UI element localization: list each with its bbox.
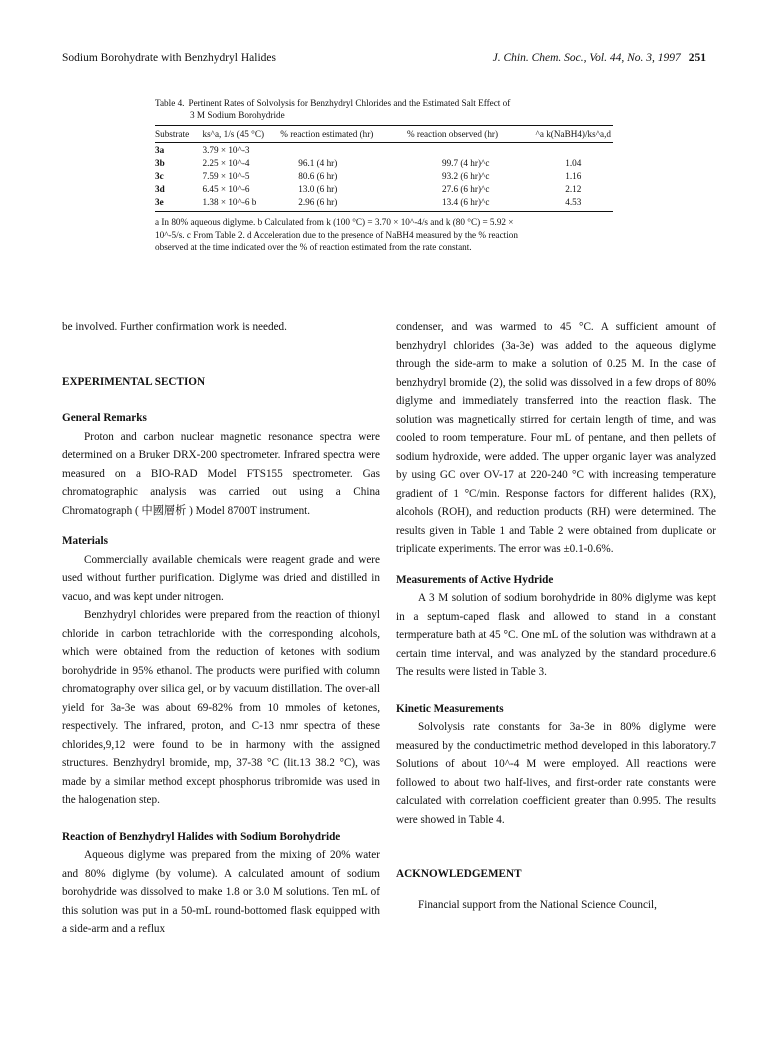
paragraph: Aqueous diglyme was prepared from the mixing of 20% water and 80% diglyme (by volume). A calculated amount of sodium borohydride was dissolved to make 1.8 or 3.0 M solutions. Ten mL of this solution was put in a 50-mL round-bottomed flask equipped with a side-arm and a reflux	[62, 849, 380, 935]
paragraph: be involved. Further confirmation work is needed.	[62, 321, 287, 333]
subsection-heading-materials: Materials	[62, 535, 108, 547]
col-ks: ks^a, 1/s (45 °C)	[202, 126, 280, 143]
table-header-row	[155, 126, 613, 143]
running-title: Sodium Borohydrate with Benzhydryl Halides	[62, 52, 276, 64]
paragraph: Proton and carbon nuclear magnetic resonance spectra were determined on a Bruker DRX-200 spectrometer. Infrared spectra were measured on a BIO-RAD Model FTS155 spectrometer. Gas chromatographic analysis was carried out using a China Chromatograph ( 中國層析 ) Model 8700T instrument.	[62, 430, 380, 517]
col-observed: % reaction observed (hr)	[407, 126, 536, 143]
subsection-heading-hydride: Measurements of Active Hydride	[396, 573, 554, 586]
table-row: 3c 7.59 × 10^-5 80.6 (6 hr) 93.2 (6 hr)^c 1.16	[155, 171, 582, 181]
table-row: 3e 1.38 × 10^-6 b 2.96 (6 hr) 13.4 (6 hr)^c 4.53	[155, 195, 613, 212]
col-estimated: % reaction estimated (hr)	[280, 126, 407, 143]
table-footnotes: a In 80% aqueous diglyme. b Calculated from k (100 °C) = 3.70 × 10^-4/s and k (80 °C) = 5.92 × 10^-5/s. c From Table 2. d Acceleration due to the presence of NaBH4 measured by the % reaction observed at the time indicated over the % of reaction estimated from the rate constant.	[155, 217, 518, 252]
paragraph: A 3 M solution of sodium borohydride in 80% diglyme was kept in a septum-caped flask and allowed to stand in a constant termperature bath at 45 °C. One mL of the solution was withdrawn at a certain time interval, and was analyzed by the standard procedure.6 The results were listed in Table 3.	[396, 592, 716, 678]
subsection-heading-kinetic: Kinetic Measurements	[396, 702, 504, 715]
table-row: 3a 3.79 × 10^-3	[155, 145, 250, 155]
paragraph: Benzhydryl chlorides were prepared from the reaction of thionyl chloride in carbon tetrachloride with the corresponding alcohols, which were obtained from the reduction of ketones with sodium borohydride in 95% ethanol. The products were purified with column chromatography over silica gel, or by vacuum distillation. The over-all yield for 3a-3e was about 69-82% from 10 mmoles of ketones, respectively. The infrared, proton, and C-13 nmr spectra of these chlorides,9,12 were found to be in harmony with the assigned structures. Benzhydryl bromide, mp, 37-38 °C (lit.13 38.2 °C), was made by a similar method except phosphorus tribromide was used in the halogenation step.	[62, 609, 380, 806]
col-ratio: ^a k(NaBH4)/ks^a,d	[536, 126, 613, 143]
paragraph: condenser, and was warmed to 45 °C. A sufficient amount of benzhydryl chlorides (3a-3e) was added to the aqueous diglyme through the side-arm to make a solution of 0.25 M. In the case of benzhydryl bromide (2), the solid was dissolved in a few drops of 80% diglyme and immediately transferred into the reaction flask. The solution was magnetically stirred for certain length of time, and was cooled to room temperature. Four mL of pentane, and then pellets of sodium hydroxide, were added. The upper organic layer was analyzed by using GC over OV-17 at 220-240 °C with increasing temperature gradient of 1 °C/min. Response factors for different halides (RX), alcohols (ROH), and reduction products (RH) were determined. The results given in Table 1 and Table 2 were obtained from duplicate or triplicate experiments. The error was ±0.1-0.6%.	[396, 321, 716, 555]
subsection-heading-general: General Remarks	[62, 412, 147, 424]
left-column	[62, 318, 380, 939]
rates-table	[155, 125, 613, 212]
subsection-heading-reaction: Reaction of Benzhydryl Halides with Sodium Borohydride	[62, 830, 341, 843]
section-heading-acknowledgement: ACKNOWLEDGEMENT	[396, 868, 522, 880]
paragraph: Financial support from the National Science Council,	[418, 898, 657, 911]
table-4	[155, 97, 613, 254]
table-caption: Table 4. Pertinent Rates of Solvolysis for Benzhydryl Chlorides and the Estimated Salt Effect of 3 M Sodium Borohydride	[155, 98, 511, 120]
table-row: 3b 2.25 × 10^-4 96.1 (4 hr) 99.7 (4 hr)^c 1.04	[155, 158, 582, 168]
table-row: 3d 6.45 × 10^-6 13.0 (6 hr) 27.6 (6 hr)^c 2.12	[155, 184, 582, 194]
page-number: 251	[688, 52, 706, 64]
right-column	[396, 318, 716, 914]
paragraph: Solvolysis rate constants for 3a-3e in 80% diglyme were measured by the conductimetric method developed in this laboratory.7 Solutions of about 10^-4 M were employed. All reactions were followed to about two half-lives, and first-order rate constants were calculated with correlation coefficient greater than 0.995. The results were showed in Table 4.	[396, 721, 716, 826]
journal-citation: J. Chin. Chem. Soc., Vol. 44, No. 3, 1997 251	[492, 52, 706, 64]
col-substrate: Substrate	[155, 126, 202, 143]
section-heading-experimental: EXPERIMENTAL SECTION	[62, 375, 206, 388]
paragraph: Commercially available chemicals were reagent grade and were used without further purification. Diglyme was dried and distilled in vacuo, and was kept under nitrogen.	[62, 553, 380, 603]
